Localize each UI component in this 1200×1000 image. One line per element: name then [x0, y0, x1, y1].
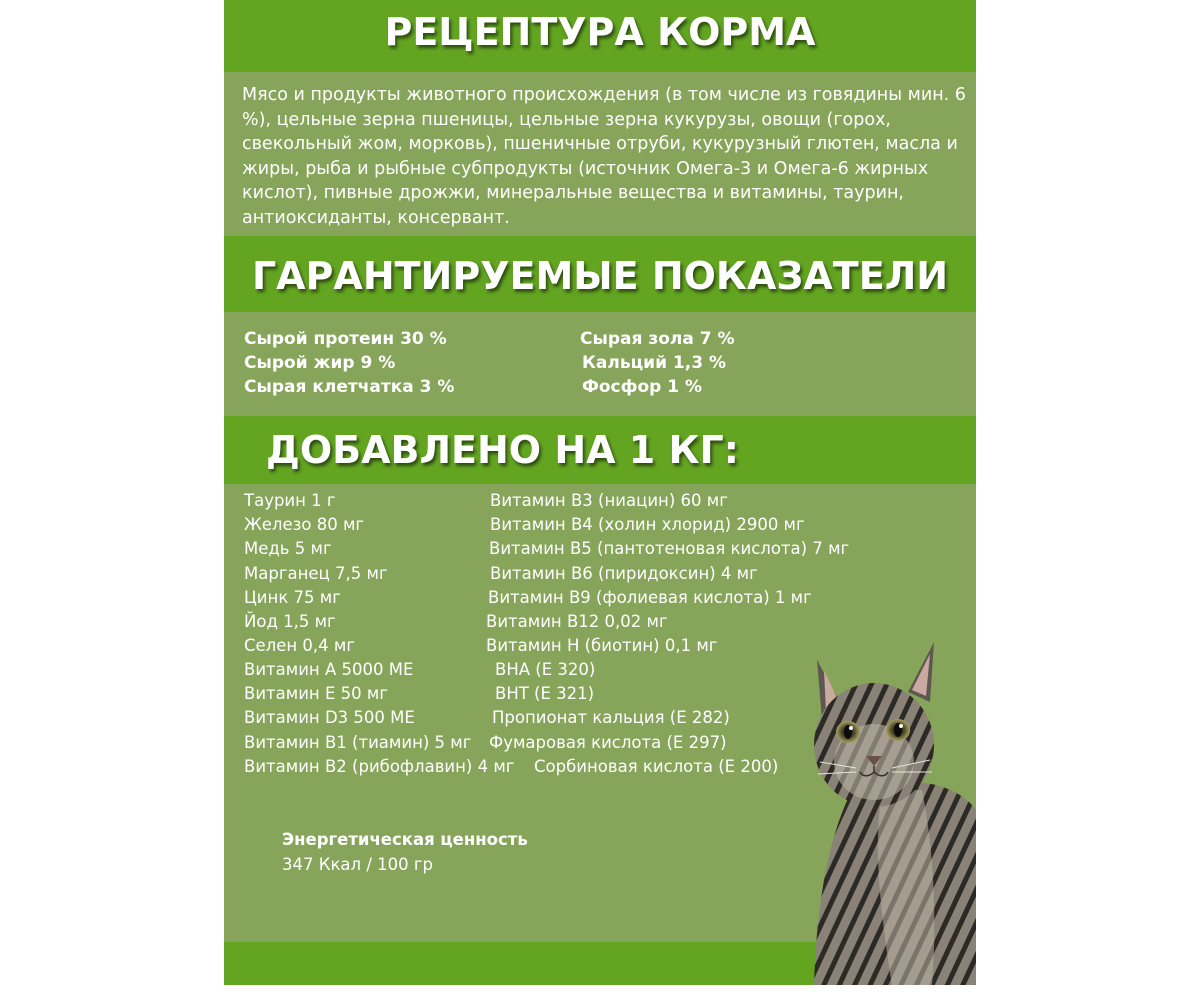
additive-item: Селен 0,4 мг	[244, 636, 356, 655]
additive-item: Йод 1,5 мг	[244, 612, 336, 631]
additive-item: Фумаровая кислота (Е 297)	[489, 733, 727, 752]
feed-info-panel	[224, 0, 976, 985]
additive-item: Витамин Е 50 мг	[244, 684, 388, 703]
additive-item: Сорбиновая кислота (Е 200)	[534, 757, 779, 776]
additive-item: ВНА (Е 320)	[495, 660, 596, 679]
additive-item: Цинк 75 мг	[244, 588, 341, 607]
additive-item: ВНТ (Е 321)	[495, 684, 595, 703]
recipe-header-band	[224, 0, 976, 72]
energy-value: 347 Ккал / 100 гр	[282, 855, 434, 874]
additive-item: Витамин В5 (пантотеновая кислота) 7 мг	[489, 539, 850, 558]
indicators-header-band	[224, 236, 976, 312]
indicator-item: Сырая зола 7 %	[580, 329, 735, 349]
indicator-item: Кальций 1,3 %	[582, 353, 726, 373]
additive-item: Витамин А 5000 МЕ	[244, 660, 414, 679]
additive-item: Марганец 7,5 мг	[244, 564, 388, 583]
recipe-text: Мясо и продукты животного происхождения (в том числе из говядины мин. 6 %), цельные зерна пшеницы, цельные зерна кукурузы, овощи (горох, свекольный жом, морковь), пшеничные отруби, кукурузный глютен, масла и жиры, рыба и рыбные субпродукты (источник Омега-3 и Омега-6 жирных кислот), пивные дрожжи, минеральные вещества и витамины, таурин, антиоксиданты, консервант.	[242, 85, 966, 228]
tabby-kitten-photo	[812, 640, 976, 985]
additive-item: Витамин В3 (ниацин) 60 мг	[490, 491, 728, 510]
additive-item: Медь 5 мг	[244, 539, 332, 558]
additive-item: Витамин В1 (тиамин) 5 мг	[244, 733, 472, 752]
additive-item: Витамин В6 (пиридоксин) 4 мг	[490, 564, 758, 583]
indicator-item: Сырая клетчатка 3 %	[244, 377, 455, 397]
added-header-band	[224, 416, 976, 484]
additive-item: Витамин В12 0,02 мг	[486, 612, 668, 631]
indicator-item: Сырой протеин 30 %	[244, 329, 447, 349]
additive-item: Витамин В4 (холин хлорид) 2900 мг	[490, 515, 805, 534]
additive-item: Витамин В9 (фолиевая кислота) 1 мг	[488, 588, 812, 607]
additive-item: Витамин В2 (рибофлавин) 4 мг	[244, 757, 515, 776]
recipe-heading: РЕЦЕПТУРА КОРМА	[384, 10, 816, 54]
additive-item: Железо 80 мг	[244, 515, 365, 534]
indicator-item: Сырой жир 9 %	[244, 353, 396, 373]
additive-item: Витамин Н (биотин) 0,1 мг	[486, 636, 718, 655]
added-heading: ДОБАВЛЕНО НА 1 КГ:	[266, 428, 739, 472]
additive-item: Таурин 1 г	[244, 491, 336, 510]
additive-item: Витамин D3 500 МЕ	[244, 708, 415, 727]
indicators-heading: ГАРАНТИРУЕМЫЕ ПОКАЗАТЕЛИ	[251, 254, 949, 298]
additive-item: Пропионат кальция (Е 282)	[492, 708, 730, 727]
indicator-item: Фосфор 1 %	[582, 377, 703, 397]
energy-title: Энергетическая ценность	[282, 830, 528, 849]
